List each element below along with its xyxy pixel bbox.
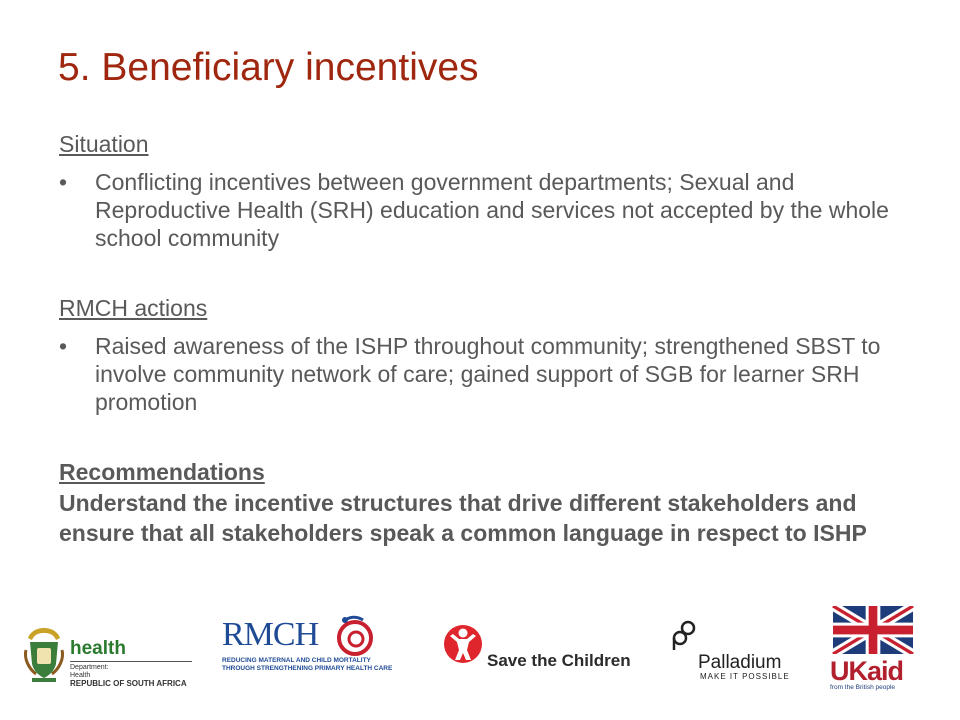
- bullet-dot: •: [59, 333, 68, 359]
- coat-of-arms-icon: [22, 624, 66, 684]
- rmch-logo-tagline: REDUCING MATERNAL AND CHILD MORTALITY THROUGH STRENGTHENING PRIMARY HEALTH CARE: [222, 657, 393, 672]
- health-logo: [20, 620, 200, 690]
- rmch-logo: [222, 608, 393, 678]
- child-figure-icon: [443, 622, 483, 666]
- rmch-actions-bullet: [59, 332, 919, 416]
- palladium-mark-icon: [670, 620, 700, 652]
- recommendations-heading: Recommendations: [59, 459, 265, 485]
- rmch-actions-heading: RMCH actions: [59, 295, 208, 321]
- ukaid-logo: [830, 606, 930, 698]
- health-logo-divider: [70, 661, 192, 662]
- rmch-logo-name: RMCH: [222, 616, 319, 653]
- palladium-name: Palladium: [698, 652, 782, 673]
- mother-child-icon: [335, 614, 375, 658]
- health-logo-name: health: [70, 638, 126, 659]
- bullet-dot: •: [59, 169, 68, 195]
- slide-title: 5. Beneficiary incentives: [58, 46, 479, 89]
- save-the-children-name: Save the Children: [487, 651, 631, 670]
- health-logo-subtitle: Department: Health REPUBLIC OF SOUTH AFRICA: [70, 664, 187, 688]
- situation-bullet-text: Conflicting incentives between government departments; Sexual and Reproductive Health (SRH) education and services not accepted by the whole school community: [95, 169, 889, 251]
- slide-content: [59, 128, 919, 548]
- save-the-children-logo: [443, 612, 648, 682]
- ukaid-tagline: from the British people: [830, 684, 896, 691]
- palladium-tagline: MAKE IT POSSIBLE: [700, 672, 790, 681]
- ukaid-name: UKaid: [830, 656, 904, 686]
- partner-logos: [0, 600, 960, 700]
- palladium-logo: [670, 612, 810, 687]
- recommendations-text: Understand the incentive structures that drive different stakeholders and ensure that all stakeholders speak a common language in respect to ISHP: [59, 490, 867, 546]
- situation-bullet: [59, 168, 919, 252]
- situation-heading: Situation: [59, 131, 149, 157]
- union-jack-icon: [832, 606, 914, 654]
- rmch-actions-bullet-text: Raised awareness of the ISHP throughout community; strengthened SBST to involve community network of care; gained support of SGB for learner SRH promotion: [95, 333, 881, 415]
